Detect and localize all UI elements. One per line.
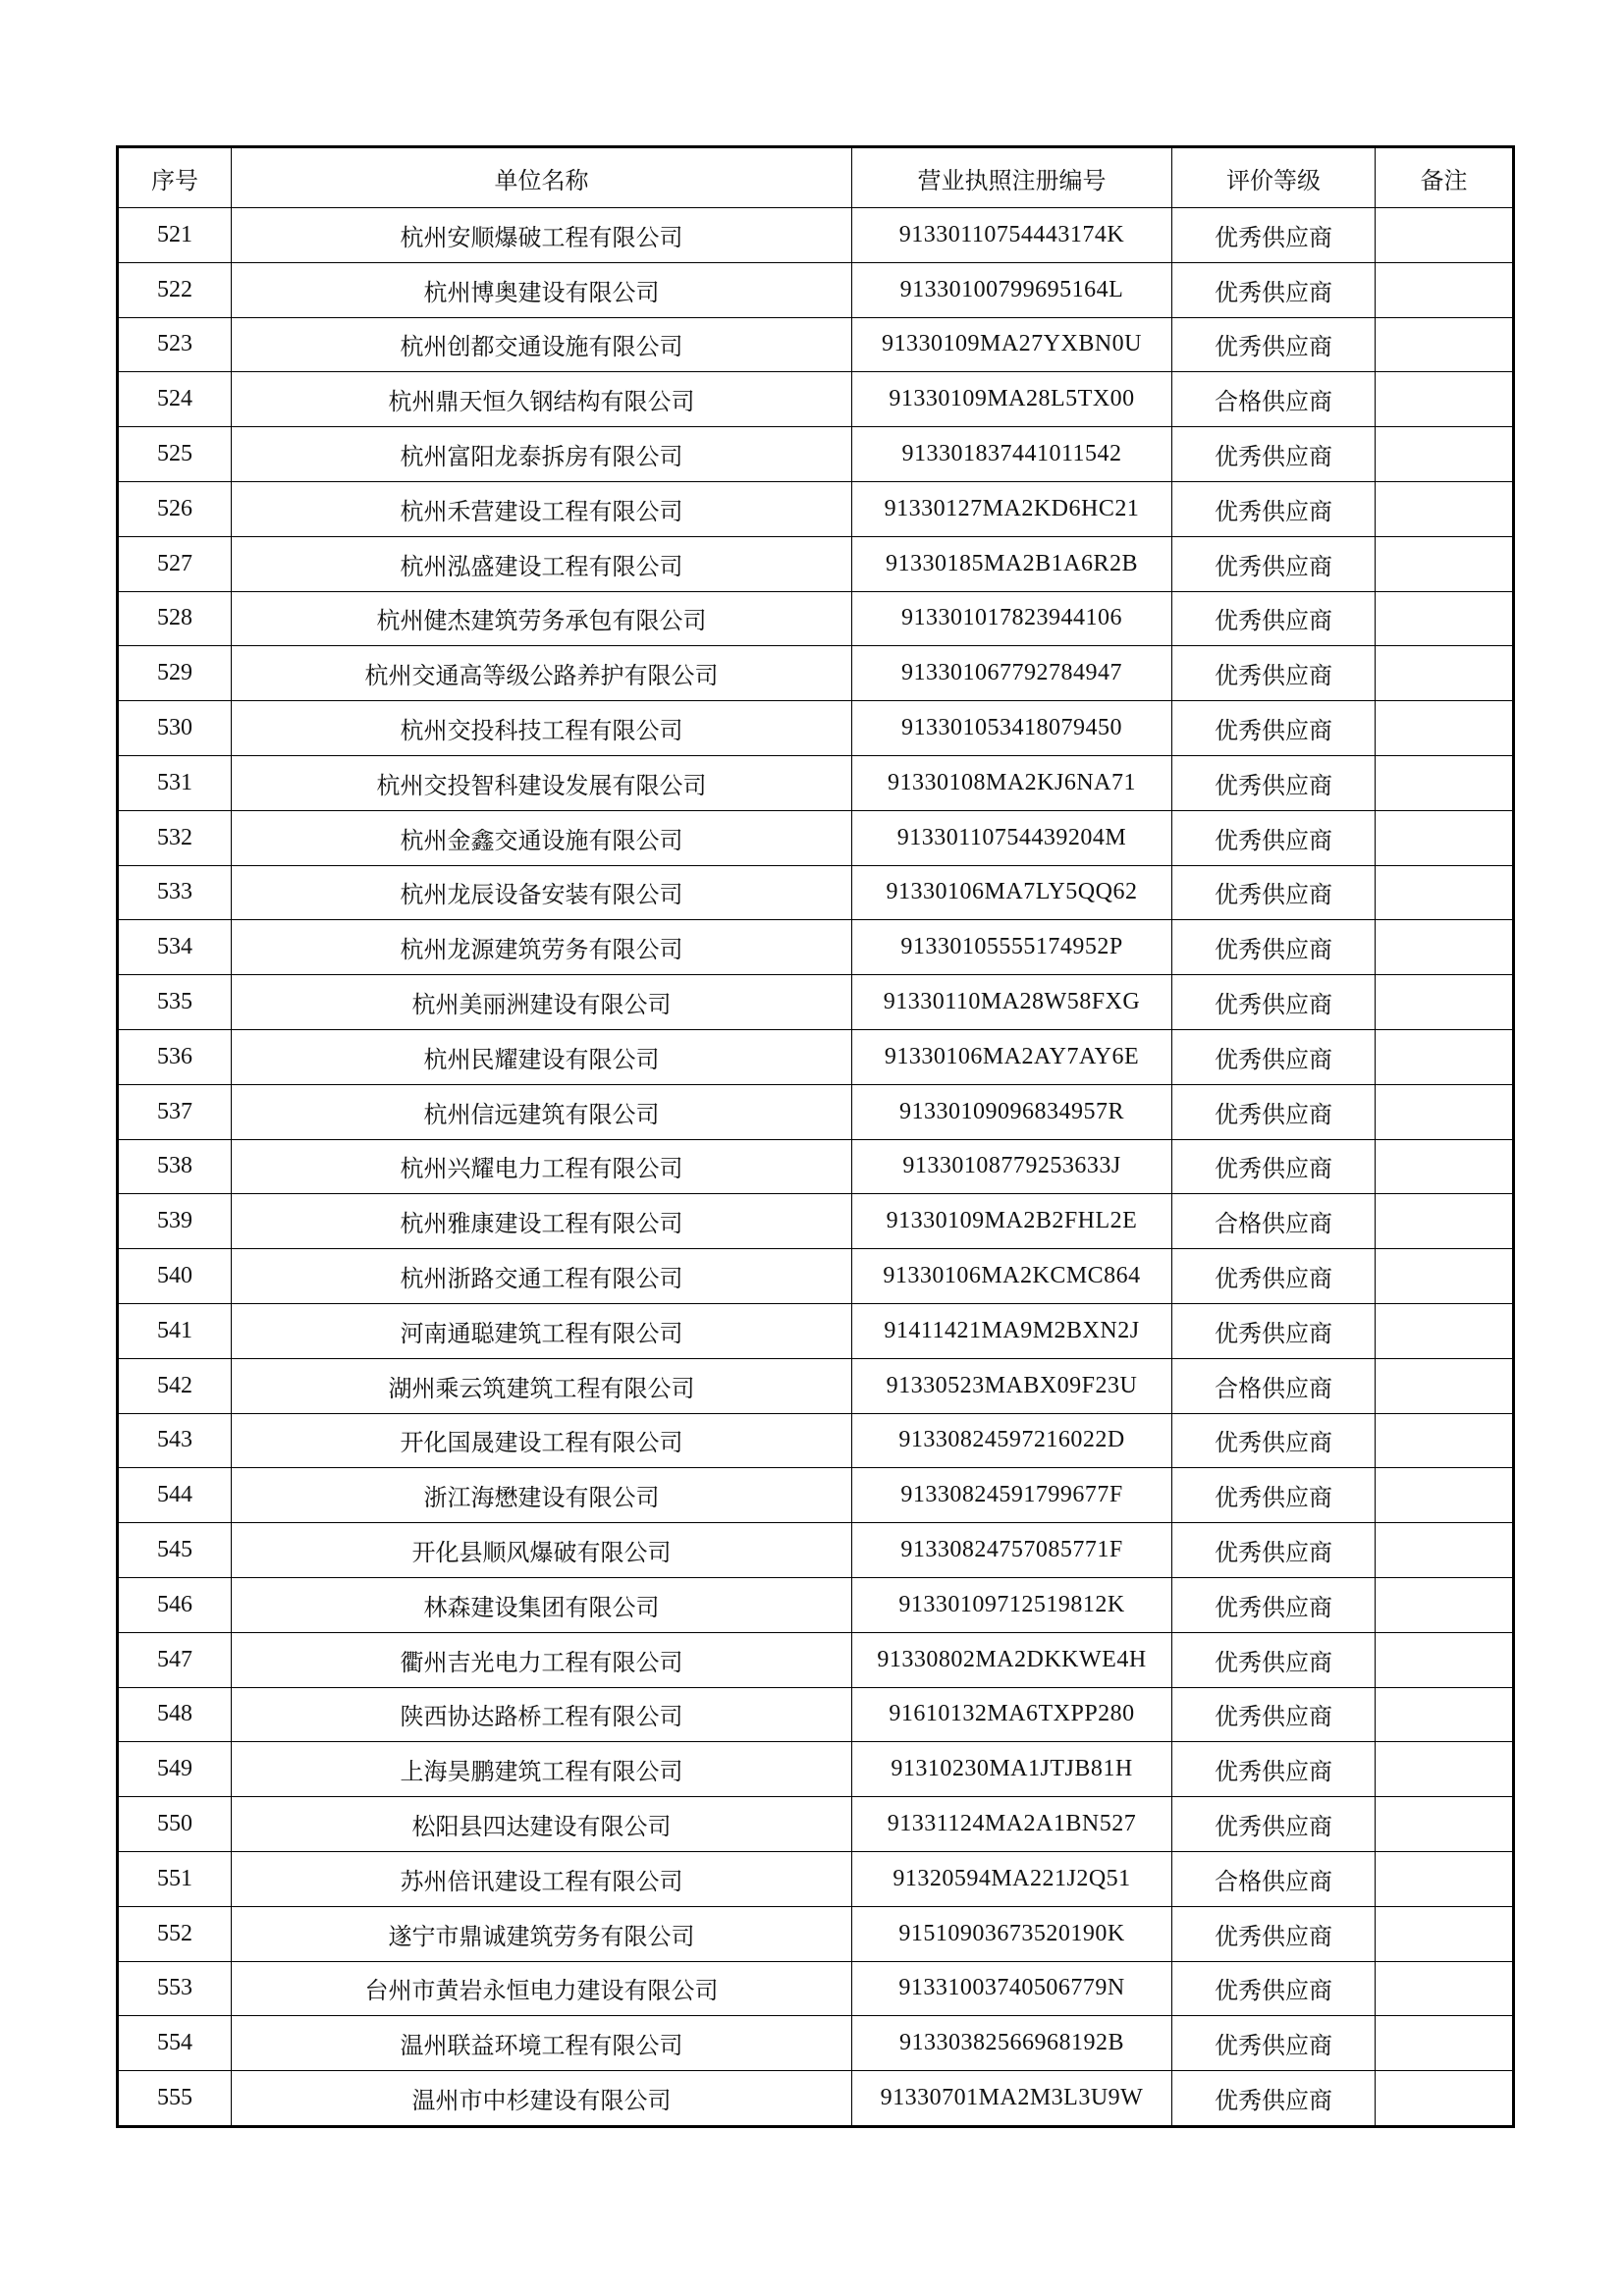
cell-seq: 529	[118, 646, 232, 701]
cell-remarks	[1376, 317, 1514, 372]
cell-license-number: 91330185MA2B1A6R2B	[852, 536, 1172, 591]
cell-company-name: 杭州交投智科建设发展有限公司	[232, 755, 852, 810]
cell-remarks	[1376, 2016, 1514, 2071]
cell-license-number: 91330701MA2M3L3U9W	[852, 2071, 1172, 2127]
cell-rating: 合格供应商	[1172, 1194, 1376, 1249]
table-row	[118, 701, 1514, 756]
cell-company-name: 温州市中杉建设有限公司	[232, 2071, 852, 2127]
table-row	[118, 2071, 1514, 2127]
cell-seq: 532	[118, 810, 232, 865]
cell-seq: 550	[118, 1797, 232, 1852]
cell-license-number: 91330824757085771F	[852, 1523, 1172, 1578]
cell-company-name: 杭州泓盛建设工程有限公司	[232, 536, 852, 591]
cell-remarks	[1376, 920, 1514, 975]
cell-company-name: 松阳县四达建设有限公司	[232, 1797, 852, 1852]
cell-seq: 548	[118, 1687, 232, 1742]
header-company-name: 单位名称	[232, 147, 852, 208]
table-row	[118, 1742, 1514, 1797]
table-row	[118, 1851, 1514, 1906]
table-header-row	[118, 147, 1514, 208]
cell-seq: 540	[118, 1249, 232, 1304]
cell-license-number: 913301017823944106	[852, 591, 1172, 646]
cell-remarks	[1376, 1468, 1514, 1523]
table-row	[118, 481, 1514, 536]
cell-rating: 优秀供应商	[1172, 1139, 1376, 1194]
cell-company-name: 杭州安顺爆破工程有限公司	[232, 208, 852, 263]
cell-seq: 534	[118, 920, 232, 975]
cell-license-number: 913301067792784947	[852, 646, 1172, 701]
cell-rating: 优秀供应商	[1172, 865, 1376, 920]
table-row	[118, 1084, 1514, 1139]
cell-remarks	[1376, 1413, 1514, 1468]
cell-remarks	[1376, 1523, 1514, 1578]
cell-seq: 528	[118, 591, 232, 646]
cell-license-number: 91330110754439204M	[852, 810, 1172, 865]
cell-company-name: 杭州鼎天恒久钢结构有限公司	[232, 372, 852, 427]
table-row	[118, 1632, 1514, 1687]
cell-license-number: 91330109MA28L5TX00	[852, 372, 1172, 427]
cell-license-number: 91330523MABX09F23U	[852, 1358, 1172, 1413]
table-row	[118, 810, 1514, 865]
cell-license-number: 913301053418079450	[852, 701, 1172, 756]
table-row	[118, 2016, 1514, 2071]
cell-rating: 优秀供应商	[1172, 1468, 1376, 1523]
table-row	[118, 975, 1514, 1030]
cell-seq: 536	[118, 1029, 232, 1084]
cell-seq: 530	[118, 701, 232, 756]
table-row	[118, 1358, 1514, 1413]
cell-rating: 优秀供应商	[1172, 1029, 1376, 1084]
cell-company-name: 陕西协达路桥工程有限公司	[232, 1687, 852, 1742]
cell-seq: 551	[118, 1851, 232, 1906]
cell-rating: 合格供应商	[1172, 372, 1376, 427]
cell-rating: 优秀供应商	[1172, 1084, 1376, 1139]
cell-remarks	[1376, 1851, 1514, 1906]
cell-remarks	[1376, 810, 1514, 865]
cell-remarks	[1376, 646, 1514, 701]
cell-remarks	[1376, 208, 1514, 263]
table-row	[118, 1523, 1514, 1578]
table-row	[118, 1961, 1514, 2016]
cell-license-number: 91330109MA2B2FHL2E	[852, 1194, 1172, 1249]
cell-seq: 523	[118, 317, 232, 372]
cell-seq: 553	[118, 1961, 232, 2016]
cell-rating: 优秀供应商	[1172, 1961, 1376, 2016]
cell-company-name: 遂宁市鼎诚建筑劳务有限公司	[232, 1906, 852, 1961]
table-row	[118, 1139, 1514, 1194]
cell-seq: 547	[118, 1632, 232, 1687]
table-body	[118, 208, 1514, 2127]
cell-remarks	[1376, 536, 1514, 591]
cell-company-name: 杭州信远建筑有限公司	[232, 1084, 852, 1139]
cell-company-name: 上海昊鹏建筑工程有限公司	[232, 1742, 852, 1797]
cell-license-number: 91330824597216022D	[852, 1413, 1172, 1468]
cell-remarks	[1376, 1632, 1514, 1687]
cell-seq: 539	[118, 1194, 232, 1249]
cell-company-name: 衢州吉光电力工程有限公司	[232, 1632, 852, 1687]
cell-rating: 优秀供应商	[1172, 591, 1376, 646]
cell-rating: 优秀供应商	[1172, 536, 1376, 591]
table-row	[118, 1906, 1514, 1961]
cell-remarks	[1376, 1797, 1514, 1852]
table-row	[118, 755, 1514, 810]
cell-rating: 优秀供应商	[1172, 208, 1376, 263]
cell-company-name: 杭州禾营建设工程有限公司	[232, 481, 852, 536]
cell-rating: 优秀供应商	[1172, 1797, 1376, 1852]
cell-rating: 优秀供应商	[1172, 1413, 1376, 1468]
table-row	[118, 1029, 1514, 1084]
cell-remarks	[1376, 865, 1514, 920]
cell-company-name: 杭州雅康建设工程有限公司	[232, 1194, 852, 1249]
cell-rating: 优秀供应商	[1172, 1687, 1376, 1742]
cell-rating: 合格供应商	[1172, 1358, 1376, 1413]
supplier-table	[116, 145, 1515, 2128]
cell-license-number: 91510903673520190K	[852, 1906, 1172, 1961]
cell-remarks	[1376, 1961, 1514, 2016]
cell-license-number: 91330100799695164L	[852, 262, 1172, 317]
cell-company-name: 开化县顺风爆破有限公司	[232, 1523, 852, 1578]
table-row	[118, 865, 1514, 920]
cell-company-name: 杭州创都交通设施有限公司	[232, 317, 852, 372]
cell-seq: 522	[118, 262, 232, 317]
cell-license-number: 91330109096834957R	[852, 1084, 1172, 1139]
table-row	[118, 536, 1514, 591]
cell-license-number: 91330824591799677F	[852, 1468, 1172, 1523]
header-remarks: 备注	[1376, 147, 1514, 208]
table-row	[118, 372, 1514, 427]
cell-rating: 优秀供应商	[1172, 975, 1376, 1030]
cell-company-name: 杭州浙路交通工程有限公司	[232, 1249, 852, 1304]
cell-rating: 优秀供应商	[1172, 1303, 1376, 1358]
cell-remarks	[1376, 2071, 1514, 2127]
cell-remarks	[1376, 1906, 1514, 1961]
table-row	[118, 1194, 1514, 1249]
cell-remarks	[1376, 372, 1514, 427]
table-row	[118, 427, 1514, 482]
cell-license-number: 91610132MA6TXPP280	[852, 1687, 1172, 1742]
cell-remarks	[1376, 1358, 1514, 1413]
table-row	[118, 1249, 1514, 1304]
cell-license-number: 91330802MA2DKKWE4H	[852, 1632, 1172, 1687]
cell-license-number: 91330127MA2KD6HC21	[852, 481, 1172, 536]
cell-company-name: 浙江海懋建设有限公司	[232, 1468, 852, 1523]
cell-license-number: 91331003740506779N	[852, 1961, 1172, 2016]
cell-company-name: 杭州金鑫交通设施有限公司	[232, 810, 852, 865]
cell-rating: 优秀供应商	[1172, 317, 1376, 372]
table-row	[118, 1303, 1514, 1358]
cell-company-name: 杭州富阳龙泰拆房有限公司	[232, 427, 852, 482]
cell-rating: 优秀供应商	[1172, 646, 1376, 701]
header-rating: 评价等级	[1172, 147, 1376, 208]
cell-license-number: 91330108779253633J	[852, 1139, 1172, 1194]
cell-company-name: 台州市黄岩永恒电力建设有限公司	[232, 1961, 852, 2016]
cell-license-number: 91411421MA9M2BXN2J	[852, 1303, 1172, 1358]
cell-license-number: 91331124MA2A1BN527	[852, 1797, 1172, 1852]
cell-seq: 544	[118, 1468, 232, 1523]
cell-remarks	[1376, 1249, 1514, 1304]
cell-license-number: 91330382566968192B	[852, 2016, 1172, 2071]
cell-seq: 545	[118, 1523, 232, 1578]
cell-seq: 549	[118, 1742, 232, 1797]
cell-company-name: 杭州博奥建设有限公司	[232, 262, 852, 317]
cell-license-number: 91330110754443174K	[852, 208, 1172, 263]
cell-license-number: 91330109MA27YXBN0U	[852, 317, 1172, 372]
cell-license-number: 913301837441011542	[852, 427, 1172, 482]
cell-rating: 优秀供应商	[1172, 1742, 1376, 1797]
cell-remarks	[1376, 755, 1514, 810]
cell-seq: 541	[118, 1303, 232, 1358]
cell-remarks	[1376, 1194, 1514, 1249]
cell-rating: 优秀供应商	[1172, 1632, 1376, 1687]
table-row	[118, 920, 1514, 975]
cell-remarks	[1376, 1029, 1514, 1084]
cell-seq: 533	[118, 865, 232, 920]
cell-rating: 优秀供应商	[1172, 2016, 1376, 2071]
cell-company-name: 苏州倍讯建设工程有限公司	[232, 1851, 852, 1906]
cell-remarks	[1376, 1303, 1514, 1358]
cell-seq: 543	[118, 1413, 232, 1468]
cell-license-number: 91330108MA2KJ6NA71	[852, 755, 1172, 810]
table-row	[118, 208, 1514, 263]
cell-remarks	[1376, 481, 1514, 536]
cell-seq: 552	[118, 1906, 232, 1961]
cell-remarks	[1376, 1577, 1514, 1632]
table-row	[118, 1687, 1514, 1742]
cell-rating: 优秀供应商	[1172, 1249, 1376, 1304]
cell-license-number: 91320594MA221J2Q51	[852, 1851, 1172, 1906]
cell-rating: 优秀供应商	[1172, 810, 1376, 865]
cell-company-name: 杭州龙辰设备安装有限公司	[232, 865, 852, 920]
header-license-number: 营业执照注册编号	[852, 147, 1172, 208]
cell-company-name: 杭州交通高等级公路养护有限公司	[232, 646, 852, 701]
cell-rating: 优秀供应商	[1172, 755, 1376, 810]
cell-remarks	[1376, 701, 1514, 756]
cell-seq: 555	[118, 2071, 232, 2127]
cell-remarks	[1376, 262, 1514, 317]
cell-rating: 优秀供应商	[1172, 427, 1376, 482]
cell-license-number: 91310230MA1JTJB81H	[852, 1742, 1172, 1797]
cell-company-name: 开化国晟建设工程有限公司	[232, 1413, 852, 1468]
cell-company-name: 杭州民耀建设有限公司	[232, 1029, 852, 1084]
cell-company-name: 杭州健杰建筑劳务承包有限公司	[232, 591, 852, 646]
cell-seq: 538	[118, 1139, 232, 1194]
cell-company-name: 杭州兴耀电力工程有限公司	[232, 1139, 852, 1194]
cell-company-name: 温州联益环境工程有限公司	[232, 2016, 852, 2071]
cell-remarks	[1376, 1687, 1514, 1742]
cell-license-number: 91330106MA2AY7AY6E	[852, 1029, 1172, 1084]
cell-seq: 531	[118, 755, 232, 810]
cell-seq: 527	[118, 536, 232, 591]
cell-rating: 优秀供应商	[1172, 2071, 1376, 2127]
cell-company-name: 林森建设集团有限公司	[232, 1577, 852, 1632]
cell-seq: 546	[118, 1577, 232, 1632]
cell-rating: 优秀供应商	[1172, 1523, 1376, 1578]
cell-license-number: 91330106MA7LY5QQ62	[852, 865, 1172, 920]
table-row	[118, 591, 1514, 646]
cell-remarks	[1376, 975, 1514, 1030]
cell-seq: 524	[118, 372, 232, 427]
cell-rating: 优秀供应商	[1172, 701, 1376, 756]
cell-license-number: 91330109712519812K	[852, 1577, 1172, 1632]
cell-rating: 优秀供应商	[1172, 920, 1376, 975]
table-row	[118, 1468, 1514, 1523]
cell-remarks	[1376, 1084, 1514, 1139]
cell-remarks	[1376, 1742, 1514, 1797]
cell-company-name: 杭州美丽洲建设有限公司	[232, 975, 852, 1030]
cell-company-name: 杭州交投科技工程有限公司	[232, 701, 852, 756]
cell-remarks	[1376, 1139, 1514, 1194]
cell-seq: 535	[118, 975, 232, 1030]
cell-company-name: 杭州龙源建筑劳务有限公司	[232, 920, 852, 975]
table-row	[118, 1577, 1514, 1632]
cell-seq: 542	[118, 1358, 232, 1413]
table-row	[118, 646, 1514, 701]
table-row	[118, 317, 1514, 372]
header-seq: 序号	[118, 147, 232, 208]
table-row	[118, 1413, 1514, 1468]
cell-rating: 优秀供应商	[1172, 262, 1376, 317]
cell-seq: 525	[118, 427, 232, 482]
cell-license-number: 91330105555174952P	[852, 920, 1172, 975]
table-row	[118, 262, 1514, 317]
cell-rating: 合格供应商	[1172, 1851, 1376, 1906]
cell-remarks	[1376, 591, 1514, 646]
cell-company-name: 湖州乘云筑建筑工程有限公司	[232, 1358, 852, 1413]
cell-rating: 优秀供应商	[1172, 481, 1376, 536]
cell-license-number: 91330106MA2KCMC864	[852, 1249, 1172, 1304]
cell-seq: 554	[118, 2016, 232, 2071]
cell-seq: 537	[118, 1084, 232, 1139]
cell-remarks	[1376, 427, 1514, 482]
table-row	[118, 1797, 1514, 1852]
cell-seq: 526	[118, 481, 232, 536]
document-page	[116, 145, 1512, 2128]
cell-license-number: 91330110MA28W58FXG	[852, 975, 1172, 1030]
cell-rating: 优秀供应商	[1172, 1577, 1376, 1632]
cell-company-name: 河南通聪建筑工程有限公司	[232, 1303, 852, 1358]
cell-rating: 优秀供应商	[1172, 1906, 1376, 1961]
cell-seq: 521	[118, 208, 232, 263]
